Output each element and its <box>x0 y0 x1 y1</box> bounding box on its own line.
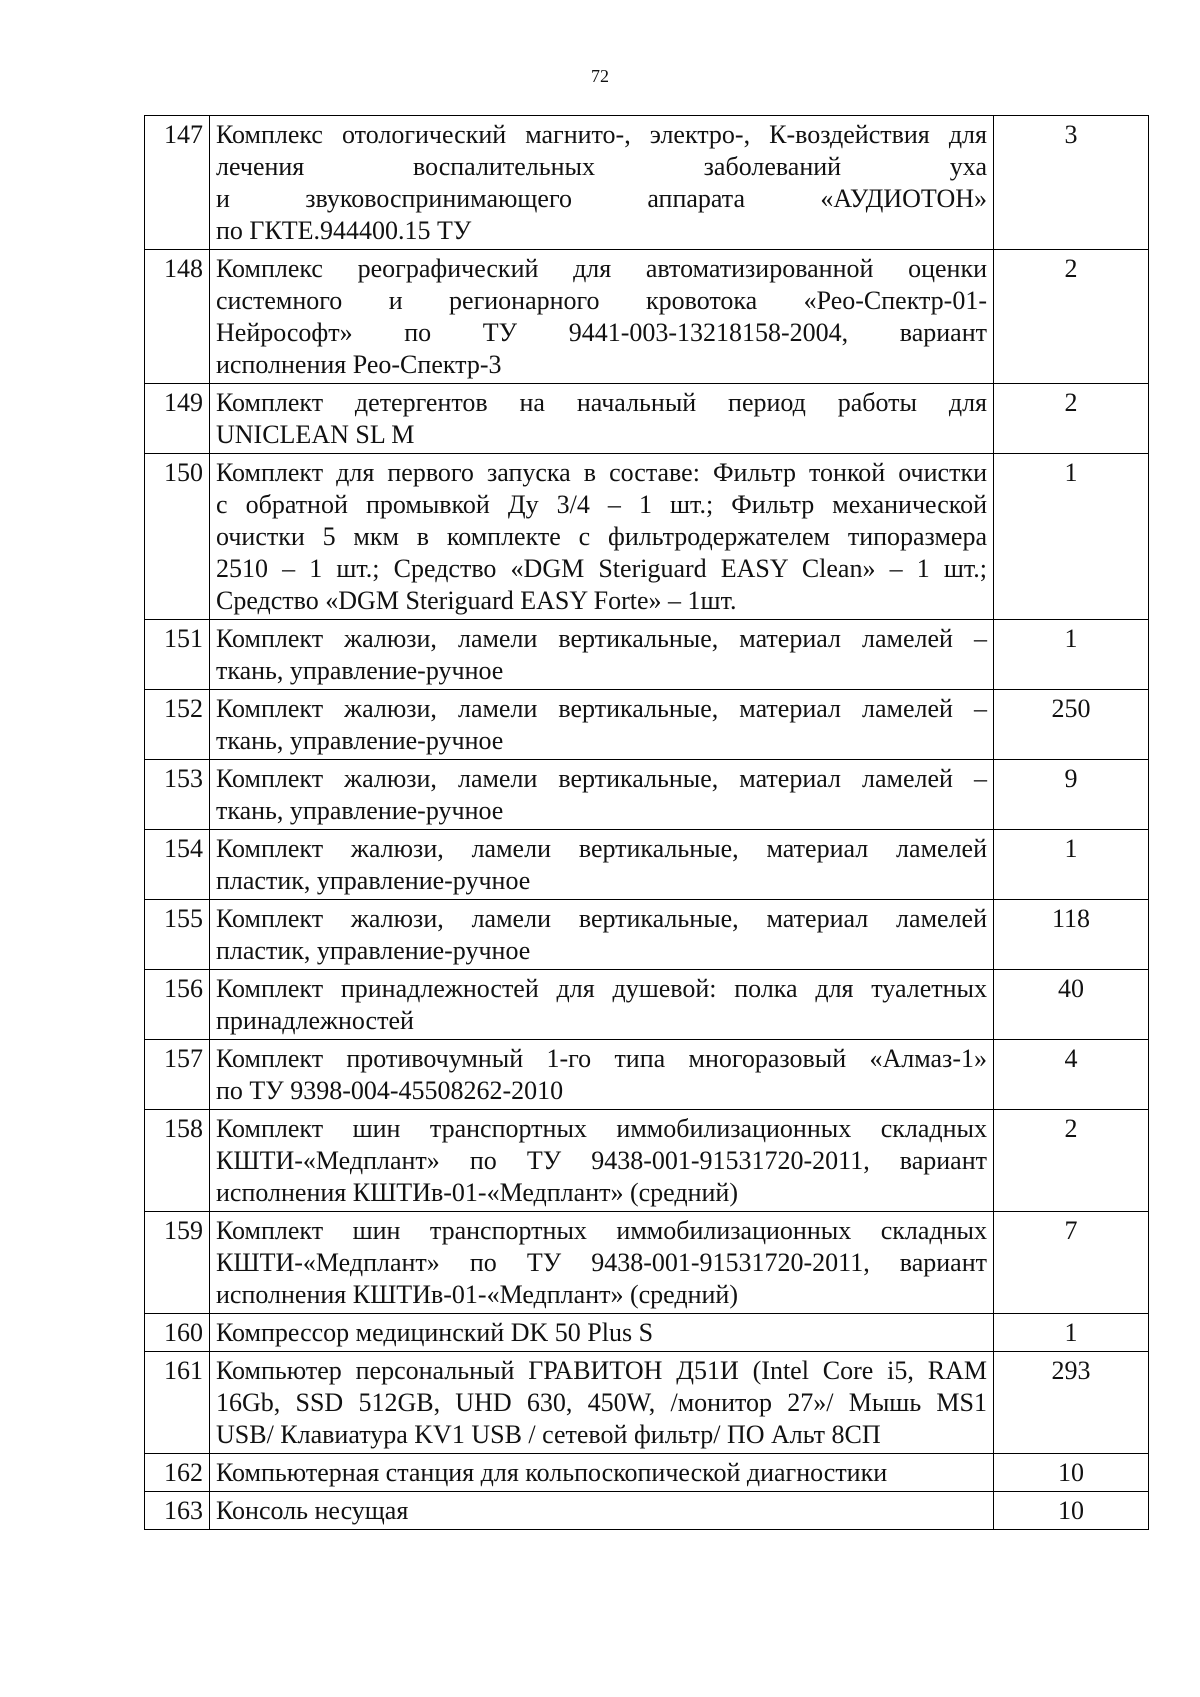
table-row <box>145 620 1149 690</box>
row-quantity: 7 <box>994 1212 1149 1314</box>
row-description <box>210 1314 994 1352</box>
row-number: 159 <box>145 1212 210 1314</box>
row-number: 153 <box>145 760 210 830</box>
description-line: пластик, управление-ручное <box>216 936 531 965</box>
table-row <box>145 760 1149 830</box>
row-description <box>210 384 994 454</box>
row-description <box>210 1492 994 1530</box>
description-line: Комплект шин транспортных иммобилизационных складных <box>216 1114 987 1143</box>
description-line: Комплект жалюзи, ламели вертикальные, материал ламелей – <box>216 624 987 653</box>
description-line: Комплекс реографический для автоматизированной оценки <box>216 254 987 283</box>
row-description <box>210 1352 994 1454</box>
row-quantity: 118 <box>994 900 1149 970</box>
row-quantity: 10 <box>994 1454 1149 1492</box>
table-row <box>145 1110 1149 1212</box>
table-row <box>145 454 1149 620</box>
row-quantity: 10 <box>994 1492 1149 1530</box>
row-quantity: 9 <box>994 760 1149 830</box>
row-description <box>210 454 994 620</box>
row-number: 157 <box>145 1040 210 1110</box>
row-number: 163 <box>145 1492 210 1530</box>
row-quantity: 4 <box>994 1040 1149 1110</box>
description-line: с обратной промывкой Ду 3/4 – 1 шт.; Фильтр механической <box>216 490 987 519</box>
description-line: по ТУ 9398-004-45508262-2010 <box>216 1076 564 1105</box>
row-description <box>210 1040 994 1110</box>
description-line: исполнения Рео-Спектр-3 <box>216 350 502 379</box>
description-line: Комплект жалюзи, ламели вертикальные, материал ламелей <box>216 904 987 933</box>
table-row <box>145 970 1149 1040</box>
row-quantity: 293 <box>994 1352 1149 1454</box>
description-line: пластик, управление-ручное <box>216 866 531 895</box>
row-description <box>210 900 994 970</box>
row-quantity: 2 <box>994 250 1149 384</box>
description-line: принадлежностей <box>216 1006 414 1035</box>
description-line: Средство «DGM Steriguard EASY Forte» – 1шт. <box>216 586 737 615</box>
row-number: 147 <box>145 116 210 250</box>
description-line: Компьютерная станция для кольпоскопической диагностики <box>216 1458 888 1487</box>
table-row <box>145 1314 1149 1352</box>
table-row <box>145 690 1149 760</box>
equipment-table <box>144 115 1149 1530</box>
row-quantity: 2 <box>994 1110 1149 1212</box>
row-description <box>210 250 994 384</box>
row-number: 148 <box>145 250 210 384</box>
table-row <box>145 830 1149 900</box>
description-line: 2510 – 1 шт.; Средство «DGM Steriguard EASY Clean» – 1 шт.; <box>216 554 987 583</box>
description-line: по ГКТЕ.944400.15 ТУ <box>216 216 472 245</box>
row-number: 156 <box>145 970 210 1040</box>
row-quantity: 1 <box>994 454 1149 620</box>
row-number: 155 <box>145 900 210 970</box>
row-quantity: 1 <box>994 830 1149 900</box>
description-line: исполнения КШТИв-01-«Медплант» (средний) <box>216 1178 738 1207</box>
description-line: Комплекс отологический магнито-, электро-, К-воздействия для <box>216 120 987 149</box>
table-row <box>145 116 1149 250</box>
row-description <box>210 1454 994 1492</box>
description-line: Комплект принадлежностей для душевой: полка для туалетных <box>216 974 987 1003</box>
row-number: 154 <box>145 830 210 900</box>
description-line: КШТИ-«Медплант» по ТУ 9438-001-91531720-2011, вариант <box>216 1248 987 1277</box>
description-line: 16Gb, SSD 512GB, UHD 630, 450W, /монитор 27»/ Мышь MS1 <box>216 1388 987 1417</box>
description-line: Комплект противочумный 1-го типа многоразовый «Алмаз-1» <box>216 1044 987 1073</box>
row-description <box>210 620 994 690</box>
row-description <box>210 1212 994 1314</box>
description-line: Комплект жалюзи, ламели вертикальные, материал ламелей <box>216 834 987 863</box>
description-line: Консоль несущая <box>216 1496 409 1525</box>
row-number: 158 <box>145 1110 210 1212</box>
row-number: 151 <box>145 620 210 690</box>
row-number: 149 <box>145 384 210 454</box>
description-line: Комплект для первого запуска в составе: Фильтр тонкой очистки <box>216 458 987 487</box>
row-number: 162 <box>145 1454 210 1492</box>
page-number: 72 <box>591 66 609 86</box>
table-body <box>145 116 1149 1530</box>
description-line: UNICLEAN SL M <box>216 420 415 449</box>
row-number: 161 <box>145 1352 210 1454</box>
description-line: лечения воспалительных заболеваний уха <box>216 152 987 181</box>
description-line: Компьютер персональный ГРАВИТОН Д51И (Intel Core i5, RAM <box>216 1356 987 1385</box>
table-row <box>145 1040 1149 1110</box>
description-line: системного и регионарного кровотока «Рео-Спектр-01- <box>216 286 987 315</box>
table-row <box>145 1492 1149 1530</box>
row-description <box>210 830 994 900</box>
row-description <box>210 970 994 1040</box>
description-line: Нейрософт» по ТУ 9441-003-13218158-2004, вариант <box>216 318 987 347</box>
description-line: Комплект детергентов на начальный период работы для <box>216 388 987 417</box>
row-quantity: 40 <box>994 970 1149 1040</box>
row-quantity: 1 <box>994 1314 1149 1352</box>
row-description <box>210 116 994 250</box>
description-line: ткань, управление-ручное <box>216 796 504 825</box>
table-row <box>145 1454 1149 1492</box>
table-row <box>145 1212 1149 1314</box>
table-row <box>145 1352 1149 1454</box>
description-line: КШТИ-«Медплант» по ТУ 9438-001-91531720-2011, вариант <box>216 1146 987 1175</box>
description-line: ткань, управление-ручное <box>216 656 504 685</box>
description-line: исполнения КШТИв-01-«Медплант» (средний) <box>216 1280 738 1309</box>
row-quantity: 2 <box>994 384 1149 454</box>
row-quantity: 3 <box>994 116 1149 250</box>
description-line: очистки 5 мкм в комплекте с фильтродержателем типоразмера <box>216 522 987 551</box>
row-quantity: 250 <box>994 690 1149 760</box>
description-line: USB/ Клавиатура KV1 USB / сетевой фильтр/ ПО Альт 8СП <box>216 1420 881 1449</box>
table-row <box>145 900 1149 970</box>
table-row <box>145 250 1149 384</box>
row-number: 150 <box>145 454 210 620</box>
row-quantity: 1 <box>994 620 1149 690</box>
description-line: и звуковоспринимающего аппарата «АУДИОТОН» <box>216 184 987 213</box>
row-number: 160 <box>145 1314 210 1352</box>
row-description <box>210 690 994 760</box>
description-line: Комплект жалюзи, ламели вертикальные, материал ламелей – <box>216 764 987 793</box>
row-number: 152 <box>145 690 210 760</box>
description-line: Комплект шин транспортных иммобилизационных складных <box>216 1216 987 1245</box>
table-row <box>145 384 1149 454</box>
description-line: Комплект жалюзи, ламели вертикальные, материал ламелей – <box>216 694 987 723</box>
description-line: Компрессор медицинский DK 50 Plus S <box>216 1318 654 1347</box>
row-description <box>210 1110 994 1212</box>
description-line: ткань, управление-ручное <box>216 726 504 755</box>
row-description <box>210 760 994 830</box>
